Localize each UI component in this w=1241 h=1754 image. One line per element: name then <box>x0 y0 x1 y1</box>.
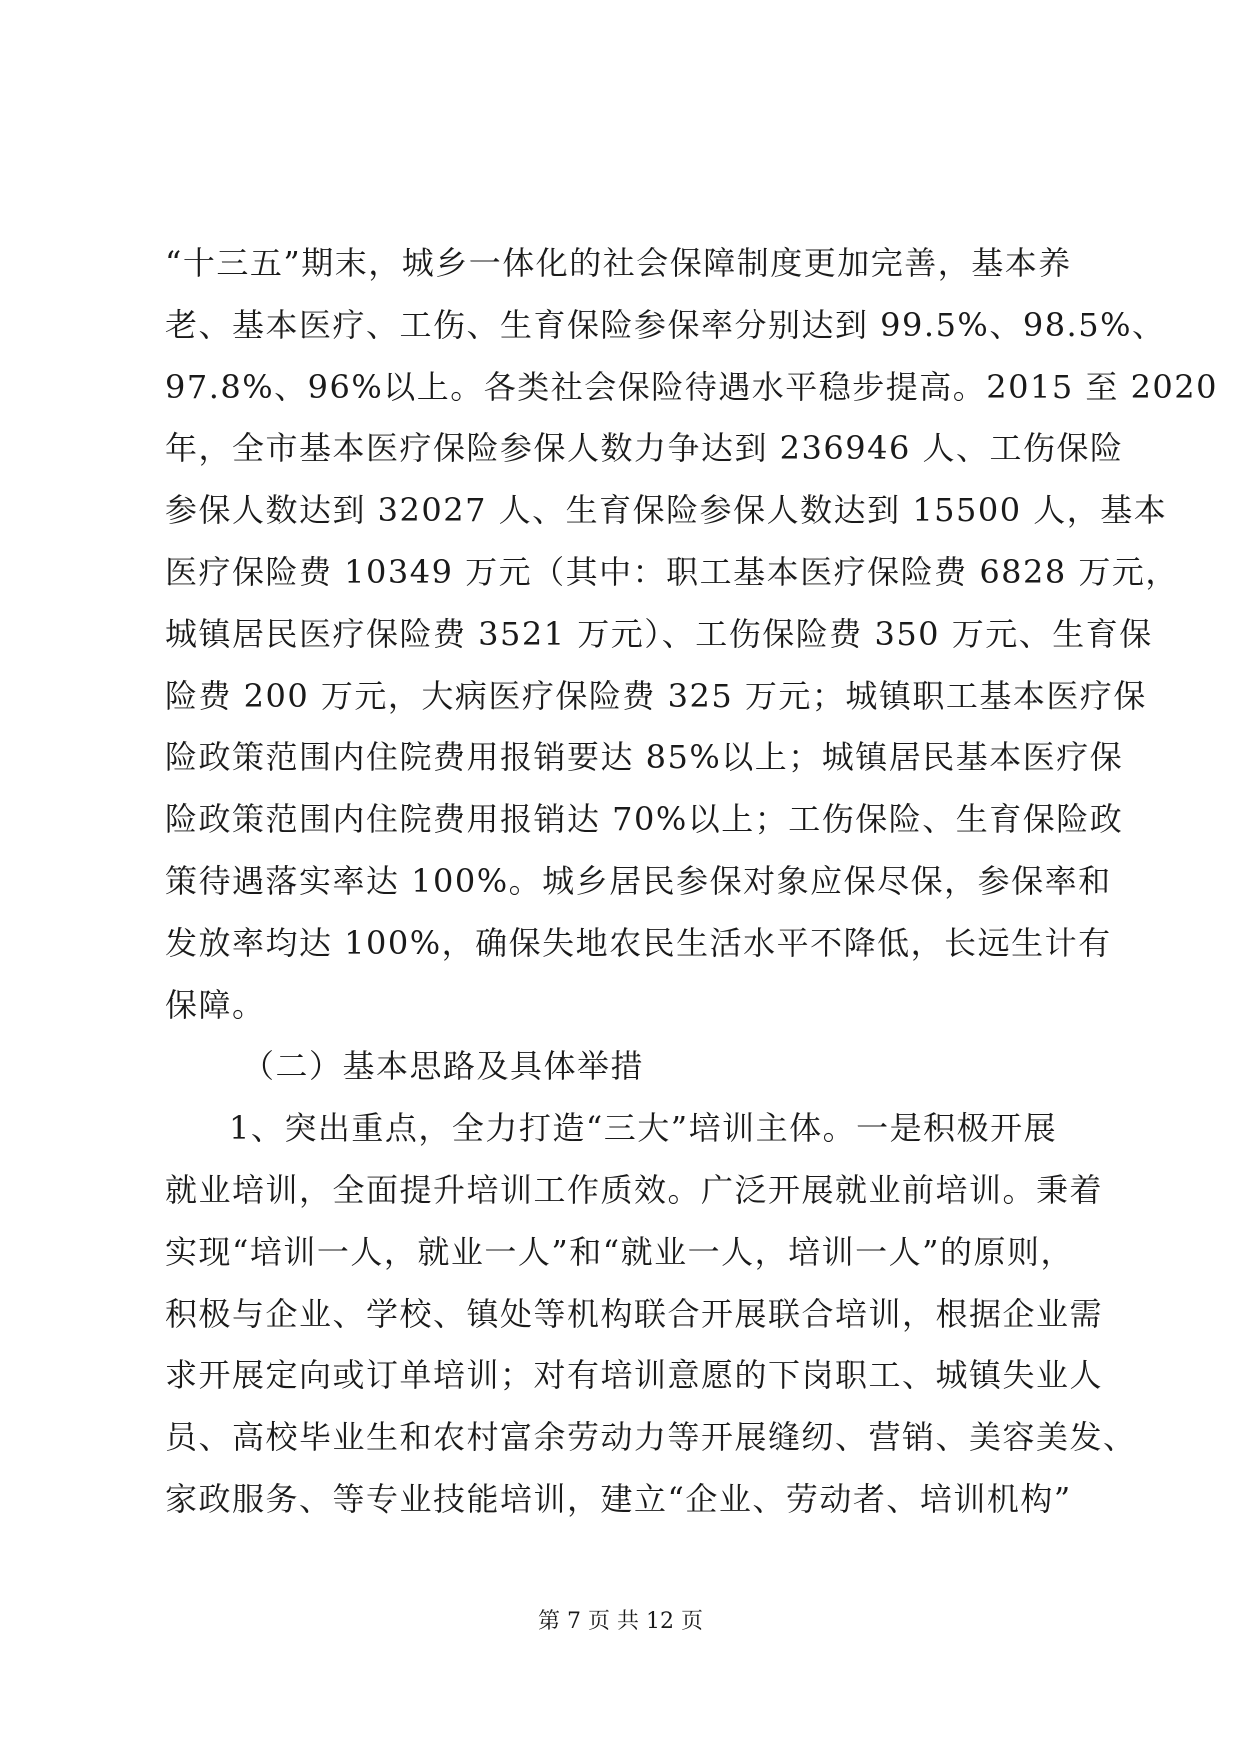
paragraph-line: 求开展定向或订单培训；对有培训意愿的下岗职工、城镇失业人 <box>165 1356 1104 1395</box>
paragraph-line: 城镇居民医疗保险费 3521 万元）、工伤保险费 350 万元、生育保 <box>165 614 1153 653</box>
paragraph-line: 就业培训，全面提升培训工作质效。广泛开展就业前培训。秉着 <box>165 1170 1104 1209</box>
paragraph-line: 员、高校毕业生和农村富余劳动力等开展缝纫、营销、美容美发、 <box>165 1418 1137 1457</box>
paragraph-line: 实现“培训一人，就业一人”和“就业一人，培训一人”的原则， <box>165 1232 1074 1271</box>
paragraph-line: 老、基本医疗、工伤、生育保险参保率分别达到 99.5%、98.5%、 <box>165 305 1166 344</box>
paragraph-line: 医疗保险费 10349 万元（其中：职工基本医疗保险费 6828 万元， <box>165 552 1179 591</box>
paragraph-line: 1、突出重点，全力打造“三大”培训主体。一是积极开展 <box>229 1109 1058 1148</box>
section-heading: （二）基本思路及具体举措 <box>242 1047 645 1086</box>
paragraph-line: 策待遇落实率达 100%。城乡居民参保对象应保尽保，参保率和 <box>165 861 1112 900</box>
paragraph-line: 保障。 <box>165 985 266 1024</box>
paragraph-line: 参保人数达到 32027 人、生育保险参保人数达到 15500 人，基本 <box>165 491 1168 530</box>
document-body <box>165 233 1219 1531</box>
paragraph-line: 家政服务、等专业技能培训，建立“企业、劳动者、培训机构” <box>165 1479 1072 1518</box>
page-footer: 第 7 页 共 12 页 <box>538 1609 703 1634</box>
paragraph-line: 积极与企业、学校、镇处等机构联合开展联合培训，根据企业需 <box>165 1294 1104 1333</box>
paragraph-line: 发放率均达 100%，确保失地农民生活水平不降低，长远生计有 <box>165 923 1112 962</box>
paragraph-line: 险费 200 万元，大病医疗保险费 325 万元；城镇职工基本医疗保 <box>165 676 1147 715</box>
paragraph-line: 险政策范围内住院费用报销达 70%以上；工伤保险、生育保险政 <box>165 800 1124 839</box>
paragraph-line: 年，全市基本医疗保险参保人数力争达到 236946 人、工伤保险 <box>165 429 1124 468</box>
paragraph-line: 险政策范围内住院费用报销要达 85%以上；城镇居民基本医疗保 <box>165 738 1124 777</box>
paragraph-line: “十三五”期末，城乡一体化的社会保障制度更加完善，基本养 <box>165 244 1072 282</box>
paragraph-line: 97.8%、96%以上。各类社会保险待遇水平稳步提高。2015 至 2020 <box>165 367 1219 406</box>
